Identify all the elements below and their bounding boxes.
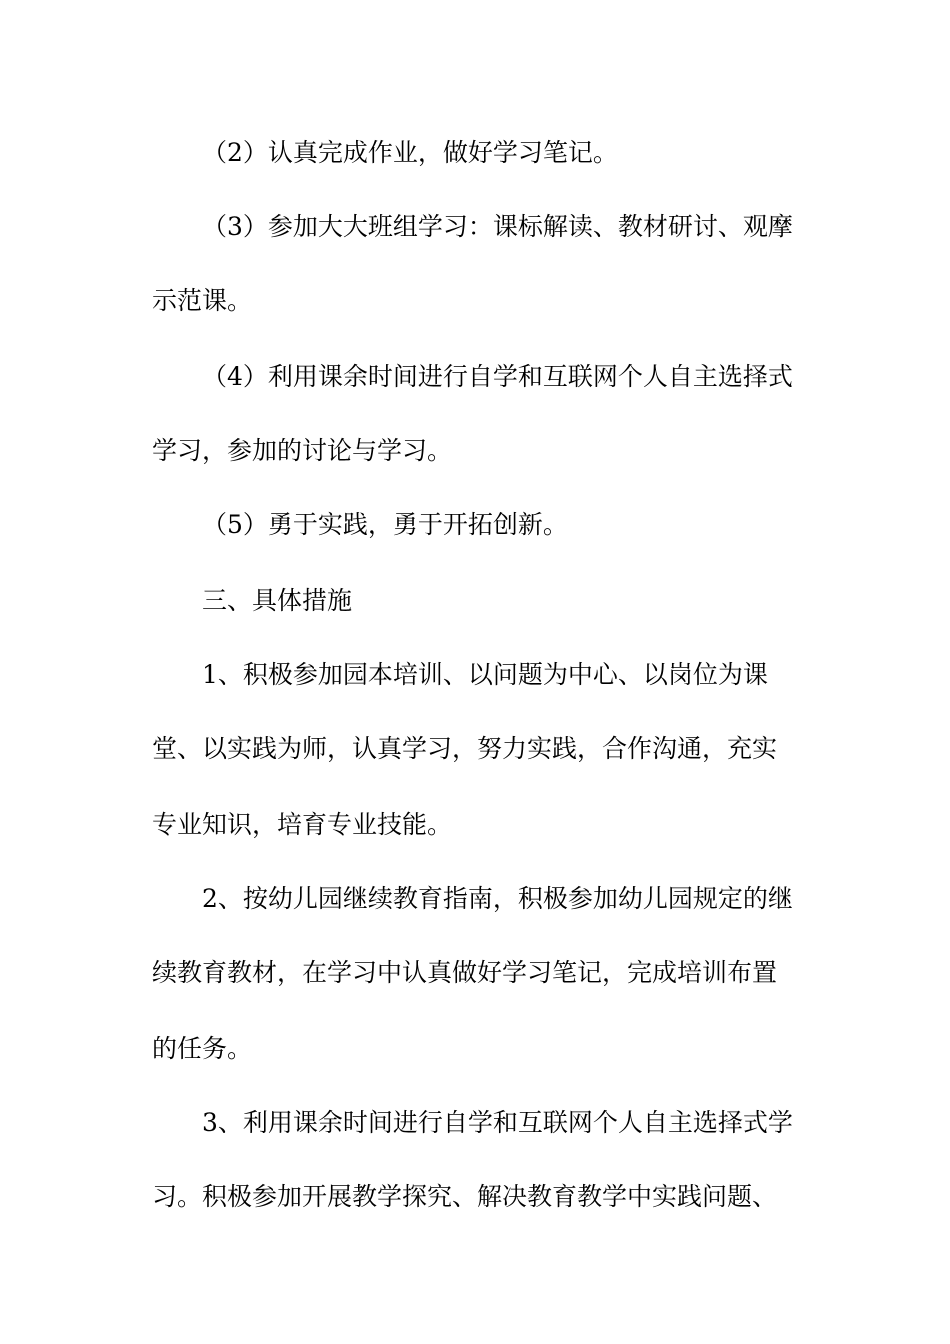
text-line: （2）认真完成作业，做好学习笔记。 [202,138,618,167]
text-line: 习。积极参加开展教学探究、解决教育教学中实践问题、 [152,1182,778,1211]
section-heading: 三、具体措施 [202,586,353,615]
text-line: 续教育教材，在学习中认真做好学习笔记，完成培训布置 [152,958,778,987]
text-line: 3、利用课余时间进行自学和互联网个人自主选择式学 [202,1108,793,1137]
text-line: 的任务。 [152,1034,253,1063]
text-line: 1、积极参加园本培训、以问题为中心、以岗位为课 [202,660,768,689]
text-line: （5）勇于实践，勇于开拓创新。 [202,510,568,539]
text-line: 专业知识，培育专业技能。 [152,810,453,839]
text-line: （3）参加大大班组学习：课标解读、教材研讨、观摩 [202,212,793,241]
text-line: （4）利用课余时间进行自学和互联网个人自主选择式 [202,362,793,391]
text-line: 示范课。 [152,286,253,315]
text-line: 学习，参加的讨论与学习。 [152,436,453,465]
text-line: 堂、以实践为师，认真学习，努力实践，合作沟通，充实 [152,734,778,763]
text-line: 2、按幼儿园继续教育指南，积极参加幼儿园规定的继 [202,884,793,913]
